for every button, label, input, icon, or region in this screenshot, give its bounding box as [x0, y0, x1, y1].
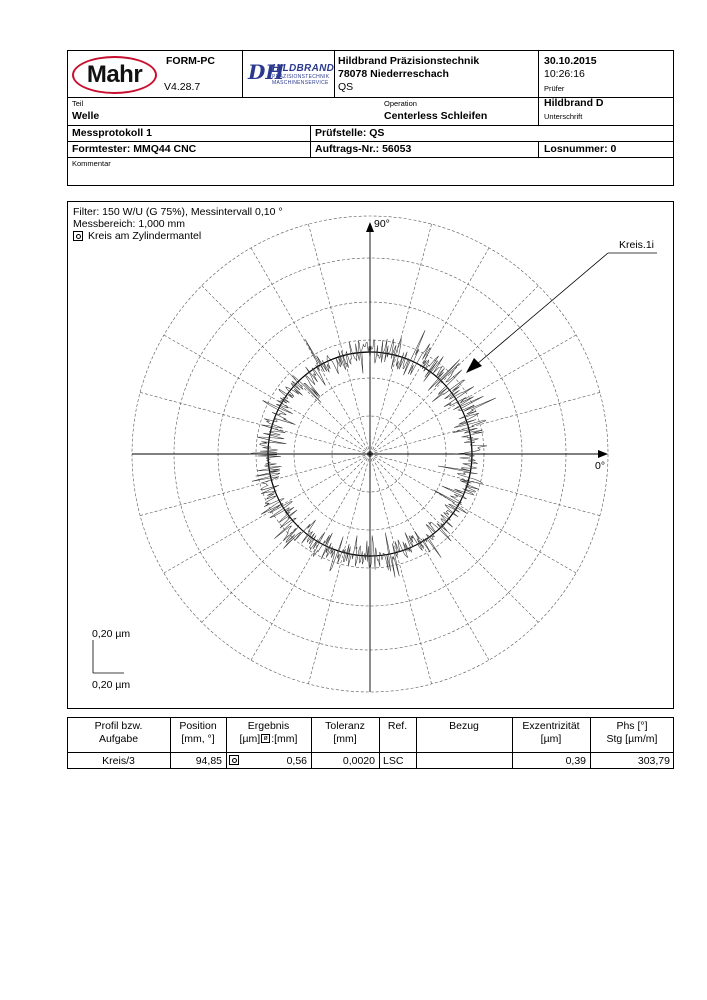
angle-90-label: 90°: [374, 218, 390, 230]
scale-horizontal-label: 0,20 µm: [92, 679, 131, 691]
grid-radial-line: [370, 454, 432, 684]
operation-value: Centerless Schleifen: [384, 110, 488, 122]
grid-radial-line: [140, 392, 370, 454]
cell-position: 94,85: [195, 755, 222, 767]
cell-toleranz: 0,0020: [342, 755, 375, 767]
col-header-ref: Ref.: [387, 720, 408, 732]
kreis-label: Kreis am Zylindermantel: [88, 230, 202, 242]
callout-leader-diagonal: [470, 253, 608, 370]
auftragsnummer: Auftrags-Nr.: 56053: [315, 143, 412, 155]
cell-phs: 303,79: [637, 755, 670, 767]
cell-ergebnis: 0,56: [286, 755, 307, 767]
form-version: V4.28.7: [164, 81, 201, 93]
operation-label: Operation: [384, 99, 417, 108]
col-header-toleranz: Toleranz [mm]: [325, 720, 365, 745]
col-header-exzentrizitaet: Exzentrizität [µm]: [522, 720, 580, 745]
filter-info: Filter: 150 W/U (G 75%), Messintervall 0,10 °: [73, 206, 283, 218]
grid-radial-line: [308, 224, 370, 454]
col-header-bezug: Bezug: [449, 720, 479, 732]
grid-radial-line: [370, 454, 576, 573]
grid-radial-line: [370, 454, 600, 516]
pruefer-value: Hildbrand D: [544, 97, 604, 109]
axis-arrow-0-icon: [598, 450, 608, 458]
cell-ref: LSC: [383, 755, 404, 767]
grid-radial-line: [370, 335, 576, 454]
losnummer: Losnummer: 0: [544, 143, 617, 155]
cell-profil: Kreis/3: [102, 755, 135, 767]
axis-arrow-90-icon: [366, 222, 374, 232]
pruefer-label: Prüfer: [544, 84, 565, 93]
cell-exzentrizitaet: 0,39: [565, 755, 586, 767]
cell-roundness-symbol-icon: [229, 755, 239, 765]
grid-radial-line: [370, 454, 489, 660]
grid-radial-line: [308, 454, 370, 684]
angle-0-label: 0°: [595, 460, 606, 472]
grid-radial-line: [202, 286, 370, 454]
scale-radial-label: 0,20 µm: [92, 628, 131, 640]
grid-radial-line: [140, 454, 370, 516]
roundness-symbol-icon: [73, 231, 83, 241]
grid-radial-line: [370, 392, 600, 454]
unterschrift-label: Unterschrift: [544, 112, 583, 121]
pruefstelle: Prüfstelle: QS: [315, 127, 385, 139]
form-title: FORM-PC: [166, 55, 215, 67]
col-header-profil: Profil bzw. Aufgabe: [94, 720, 143, 745]
col-header-position: Position [mm, °]: [179, 720, 217, 745]
report-time: 10:26:16: [544, 68, 585, 80]
callout-label: Kreis.1i: [619, 239, 655, 251]
kommentar-label: Kommentar: [72, 159, 111, 168]
company-dept: QS: [338, 81, 354, 93]
formtester: Formtester: MMQ44 CNC: [72, 143, 197, 155]
grid-radial-line: [370, 454, 538, 622]
messbereich-info: Messbereich: 1,000 mm: [73, 218, 186, 230]
report-date: 30.10.2015: [544, 55, 597, 67]
company-name: Hildbrand Präzisionstechnik: [338, 55, 480, 67]
company-city: 78078 Niederreschach: [338, 68, 449, 80]
col-header-phs: Phs [°] Stg [µm/m]: [606, 720, 658, 745]
diameter-symbol-icon: ø: [261, 734, 270, 743]
teil-value: Welle: [72, 110, 100, 122]
teil-label: Teil: [72, 99, 84, 108]
mahr-logo: Mahr: [72, 56, 157, 94]
col-header-ergebnis: Ergebnis [µm] ø :[mm]: [239, 720, 298, 745]
messprotokoll: Messprotokoll 1: [72, 127, 152, 139]
callout-arrow-icon: [466, 358, 482, 373]
hildbrand-logo: DH HILDBRAND PRÄZISIONSTECHNIK MASCHINENSERVICE: [248, 60, 335, 86]
